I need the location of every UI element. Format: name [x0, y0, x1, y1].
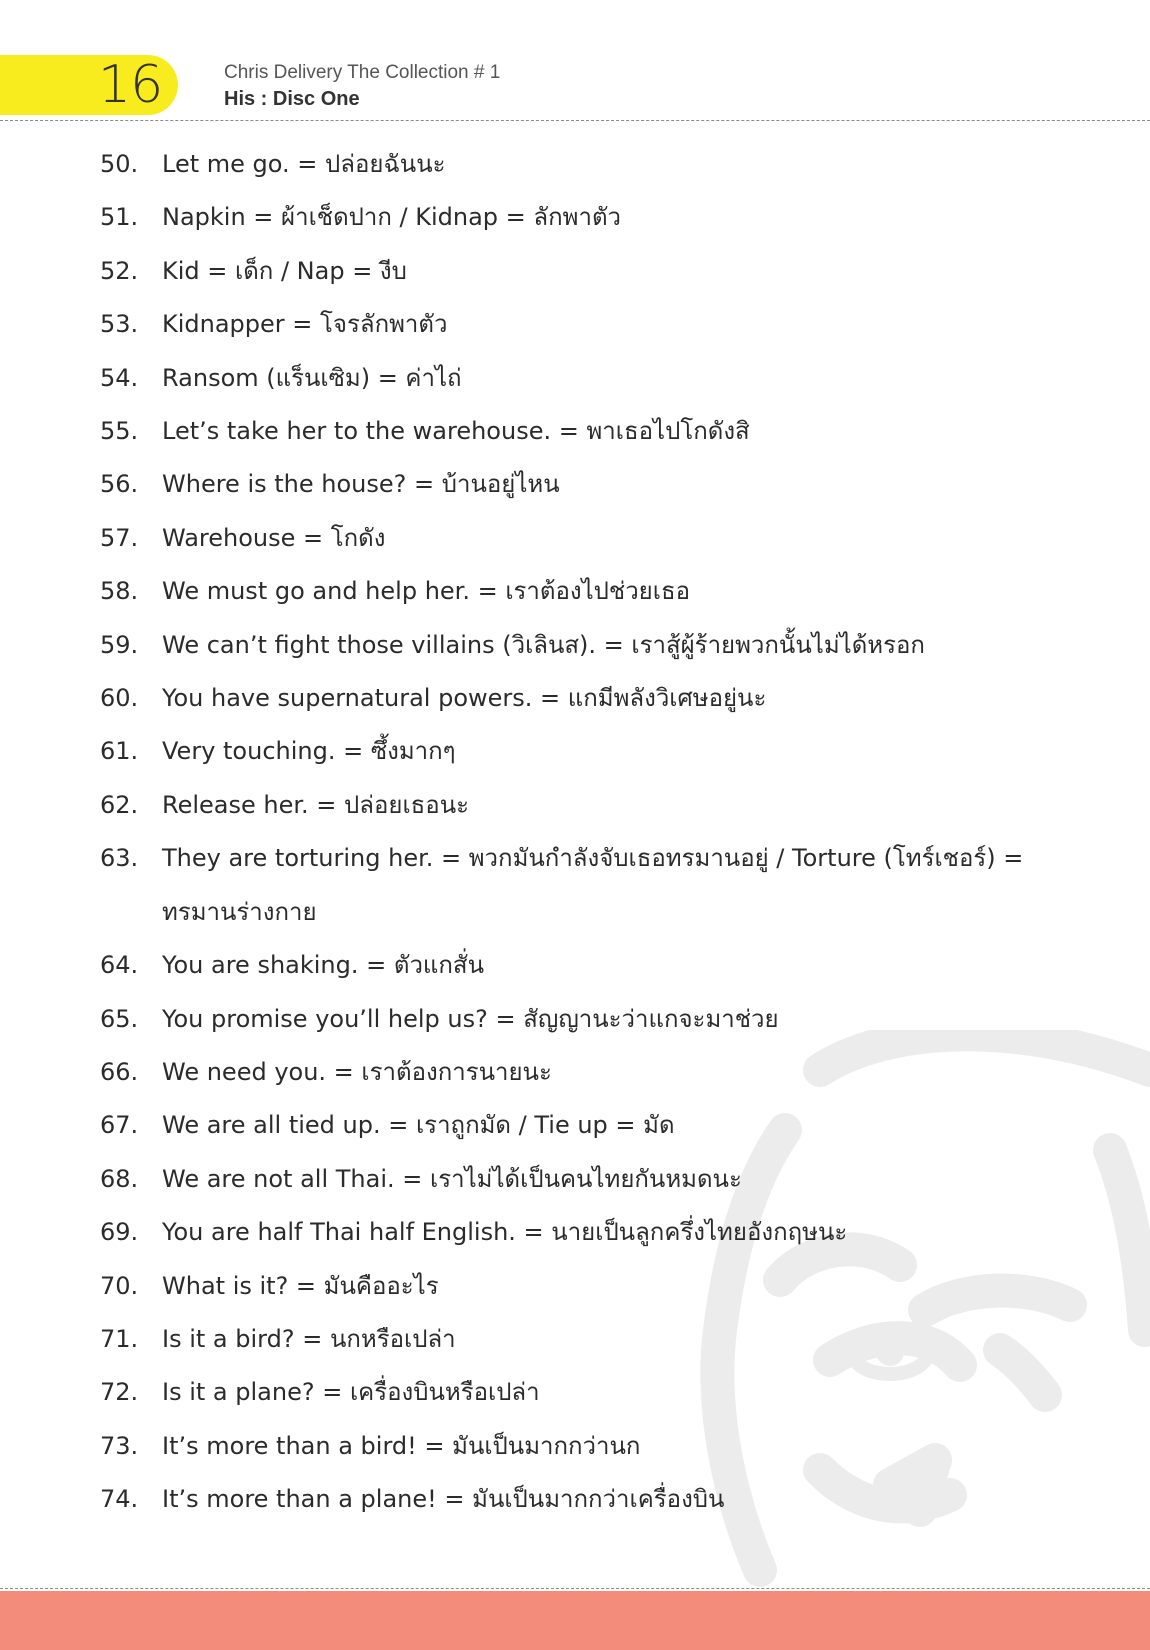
list-item [0, 1313, 1150, 1366]
item-number: 72. [100, 1378, 139, 1407]
item-number: 61. [100, 737, 139, 766]
item-text: Kidnapper = โจรลักพาตัว [162, 310, 448, 339]
item-text: Let’s take her to the warehouse. = พาเธอไปโกดังสิ [162, 417, 750, 446]
item-text: It’s more than a plane! = มันเป็นมากกว่าเครื่องบิน [162, 1485, 725, 1514]
item-text: We need you. = เราต้องการนายนะ [162, 1057, 552, 1086]
list-item [0, 1260, 1150, 1313]
item-number: 58. [100, 577, 139, 606]
item-text: They are torturing her. = พวกมันกำลังจับเธอทรมานอยู่ / Torture (โทร์เชอร์) = ทรมานร่างกาย [162, 844, 1024, 926]
item-text: Let me go. = ปล่อยฉันนะ [162, 150, 446, 178]
item-text: We must go and help her. = เราต้องไปช่วยเธอ [162, 577, 691, 606]
item-number: 67. [100, 1111, 139, 1140]
list-item [0, 725, 1150, 778]
list-item [0, 779, 1150, 832]
item-text: Ransom (แร็นเซิม) = ค่าไถ่ [162, 363, 462, 392]
item-number: 74. [100, 1485, 139, 1514]
list-item [0, 619, 1150, 672]
item-number: 69. [100, 1218, 139, 1247]
item-text: You are shaking. = ตัวแกสั่น [162, 951, 484, 980]
footer-divider [0, 1588, 1150, 1589]
item-number: 64. [100, 951, 139, 980]
list-item [0, 298, 1150, 351]
list-item [0, 1153, 1150, 1206]
list-item [0, 832, 1150, 939]
item-text: Warehouse = โกดัง [162, 523, 386, 552]
item-number: 62. [100, 790, 139, 819]
item-number: 54. [100, 363, 139, 392]
item-text: It’s more than a bird! = มันเป็นมากกว่านก [162, 1431, 641, 1460]
list-item [0, 1420, 1150, 1473]
item-text: Is it a bird? = นกหรือเปล่า [162, 1324, 456, 1353]
page-number: 16 [98, 55, 163, 115]
footer-band [0, 1591, 1150, 1650]
list-item [0, 352, 1150, 405]
item-number: 60. [100, 684, 139, 713]
list-item [0, 191, 1150, 244]
item-text: Release her. = ปล่อยเธอนะ [162, 790, 470, 819]
item-text: You have supernatural powers. = แกมีพลังวิเศษอยู่นะ [162, 684, 767, 713]
list-item [0, 138, 1150, 191]
list-item [0, 1099, 1150, 1152]
item-text: You are half Thai half English. = นายเป็นลูกครึ่งไทยอังกฤษนะ [162, 1218, 848, 1247]
item-number: 66. [100, 1057, 139, 1086]
item-number: 71. [100, 1324, 139, 1353]
item-number: 55. [100, 417, 139, 446]
list-item [0, 512, 1150, 565]
item-text: We are all tied up. = เราถูกมัด / Tie up = มัด [162, 1111, 675, 1140]
list-item [0, 245, 1150, 298]
list-item [0, 565, 1150, 618]
item-number: 63. [100, 844, 139, 873]
item-text: We can’t fight those villains (วิเลินส). = เราสู้ผู้ร้ายพวกนั้นไม่ได้หรอก [162, 630, 925, 659]
item-text: What is it? = มันคืออะไร [162, 1271, 439, 1300]
list-item [0, 993, 1150, 1046]
list-item [0, 1366, 1150, 1419]
item-number: 50. [100, 150, 139, 178]
list-item [0, 1206, 1150, 1259]
list-item [0, 1046, 1150, 1099]
chapter-title: His : Disc One [224, 88, 360, 110]
vocabulary-list [0, 138, 1150, 1527]
item-text: Very touching. = ซึ้งมากๆ [162, 737, 456, 766]
item-number: 52. [100, 256, 139, 285]
book-series-title: Chris Delivery The Collection # 1 [224, 62, 501, 83]
item-number: 73. [100, 1431, 139, 1460]
list-item [0, 672, 1150, 725]
item-number: 65. [100, 1004, 139, 1033]
item-number: 70. [100, 1271, 139, 1300]
list-item [0, 405, 1150, 458]
item-text: Where is the house? = บ้านอยู่ไหน [162, 470, 560, 499]
item-number: 57. [100, 523, 139, 552]
item-text: Kid = เด็ก / Nap = งีบ [162, 256, 407, 285]
item-number: 68. [100, 1164, 139, 1193]
item-number: 51. [100, 203, 139, 232]
item-text: You promise you’ll help us? = สัญญานะว่าแกจะมาช่วย [162, 1004, 779, 1033]
item-number: 59. [100, 630, 139, 659]
header-divider [0, 120, 1150, 121]
item-text: We are not all Thai. = เราไม่ได้เป็นคนไทยกันหมดนะ [162, 1164, 742, 1193]
list-item [0, 939, 1150, 992]
list-item [0, 458, 1150, 511]
item-text: Is it a plane? = เครื่องบินหรือเปล่า [162, 1378, 540, 1407]
item-number: 53. [100, 310, 139, 339]
list-item [0, 1473, 1150, 1526]
item-number: 56. [100, 470, 139, 499]
item-text: Napkin = ผ้าเช็ดปาก / Kidnap = ลักพาตัว [162, 203, 621, 232]
